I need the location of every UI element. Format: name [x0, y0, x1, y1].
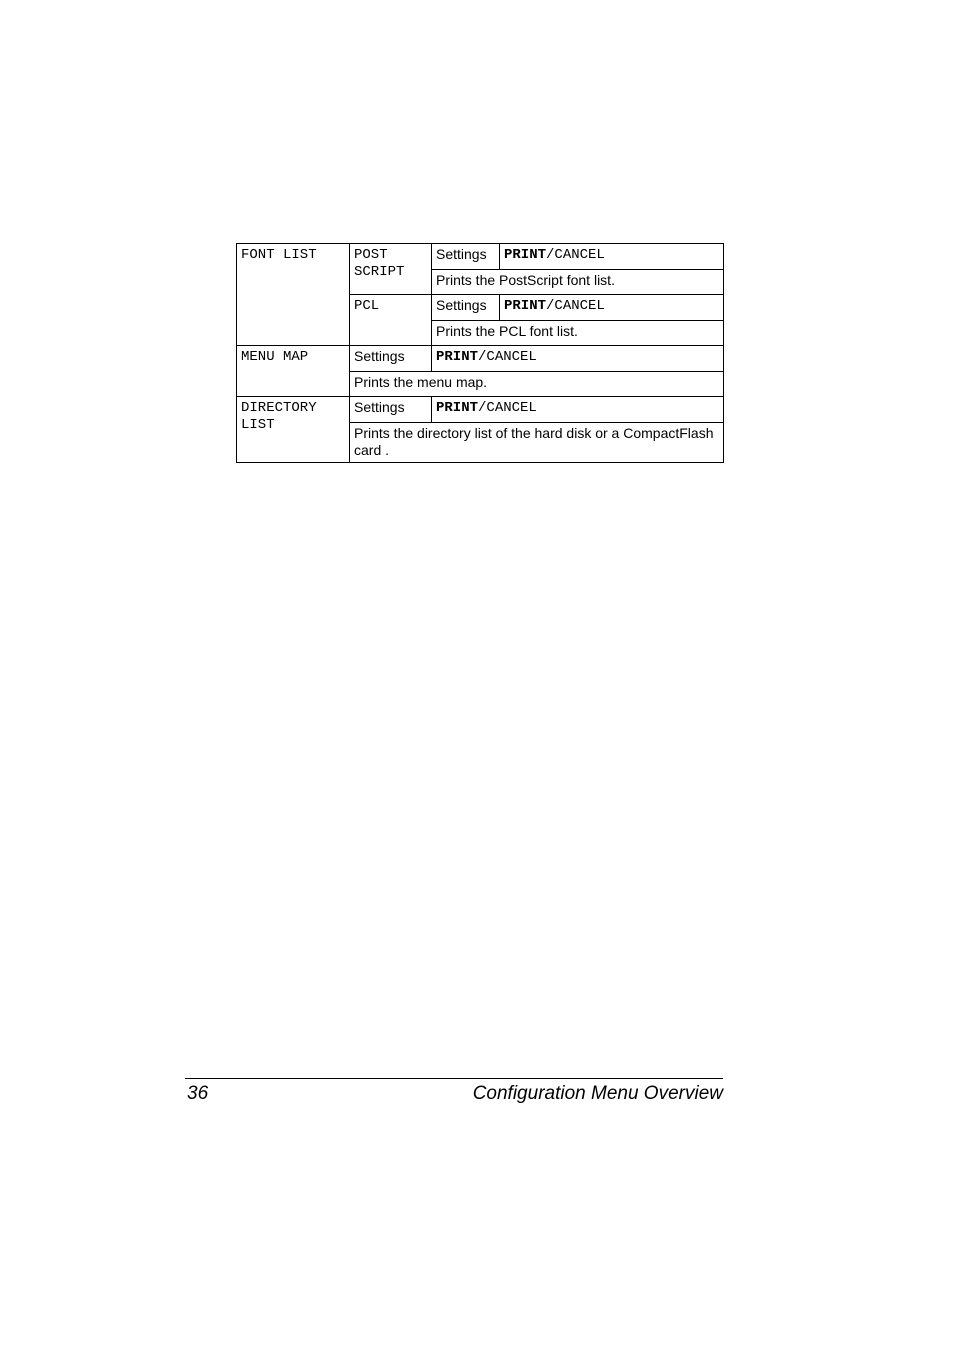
postscript-description: Prints the PostScript font list.	[432, 270, 724, 295]
page-number: 36	[187, 1083, 209, 1104]
pcl-label: PCL	[350, 295, 432, 346]
running-footer-title: Configuration Menu Overview	[472, 1083, 723, 1104]
menu-map-description: Prints the menu map.	[350, 372, 724, 397]
option-default: PRINT	[504, 298, 547, 314]
menu-map-options	[432, 346, 724, 372]
option-separator: /	[478, 349, 487, 365]
option-default: PRINT	[504, 247, 547, 263]
option-default: PRINT	[436, 349, 479, 365]
pcl-options	[500, 295, 724, 321]
table-row	[237, 346, 724, 372]
directory-list-options	[432, 397, 724, 423]
directory-list-description: Prints the directory list of the hard disk or a CompactFlash card .	[350, 423, 724, 463]
option-separator: /	[478, 400, 487, 416]
option-alt: CANCEL	[554, 298, 605, 314]
menu-table	[236, 243, 724, 463]
option-default: PRINT	[436, 400, 479, 416]
menu-map-settings-label: Settings	[350, 346, 432, 372]
postscript-options	[500, 244, 724, 270]
pcl-description: Prints the PCL font list.	[432, 321, 724, 346]
menu-map-label: MENU MAP	[237, 346, 350, 397]
font-list-label: FONT LIST	[237, 244, 350, 346]
pcl-settings-label: Settings	[432, 295, 500, 321]
option-alt: CANCEL	[486, 349, 537, 365]
postscript-label: POST SCRIPT	[350, 244, 432, 295]
table-row	[237, 397, 724, 423]
table-row	[237, 244, 724, 270]
directory-list-label: DIRECTORY LIST	[237, 397, 350, 463]
option-separator: /	[546, 247, 555, 263]
option-alt: CANCEL	[486, 400, 537, 416]
option-separator: /	[546, 298, 555, 314]
footer-divider	[185, 1078, 723, 1079]
postscript-settings-label: Settings	[432, 244, 500, 270]
option-alt: CANCEL	[554, 247, 605, 263]
directory-list-settings-label: Settings	[350, 397, 432, 423]
